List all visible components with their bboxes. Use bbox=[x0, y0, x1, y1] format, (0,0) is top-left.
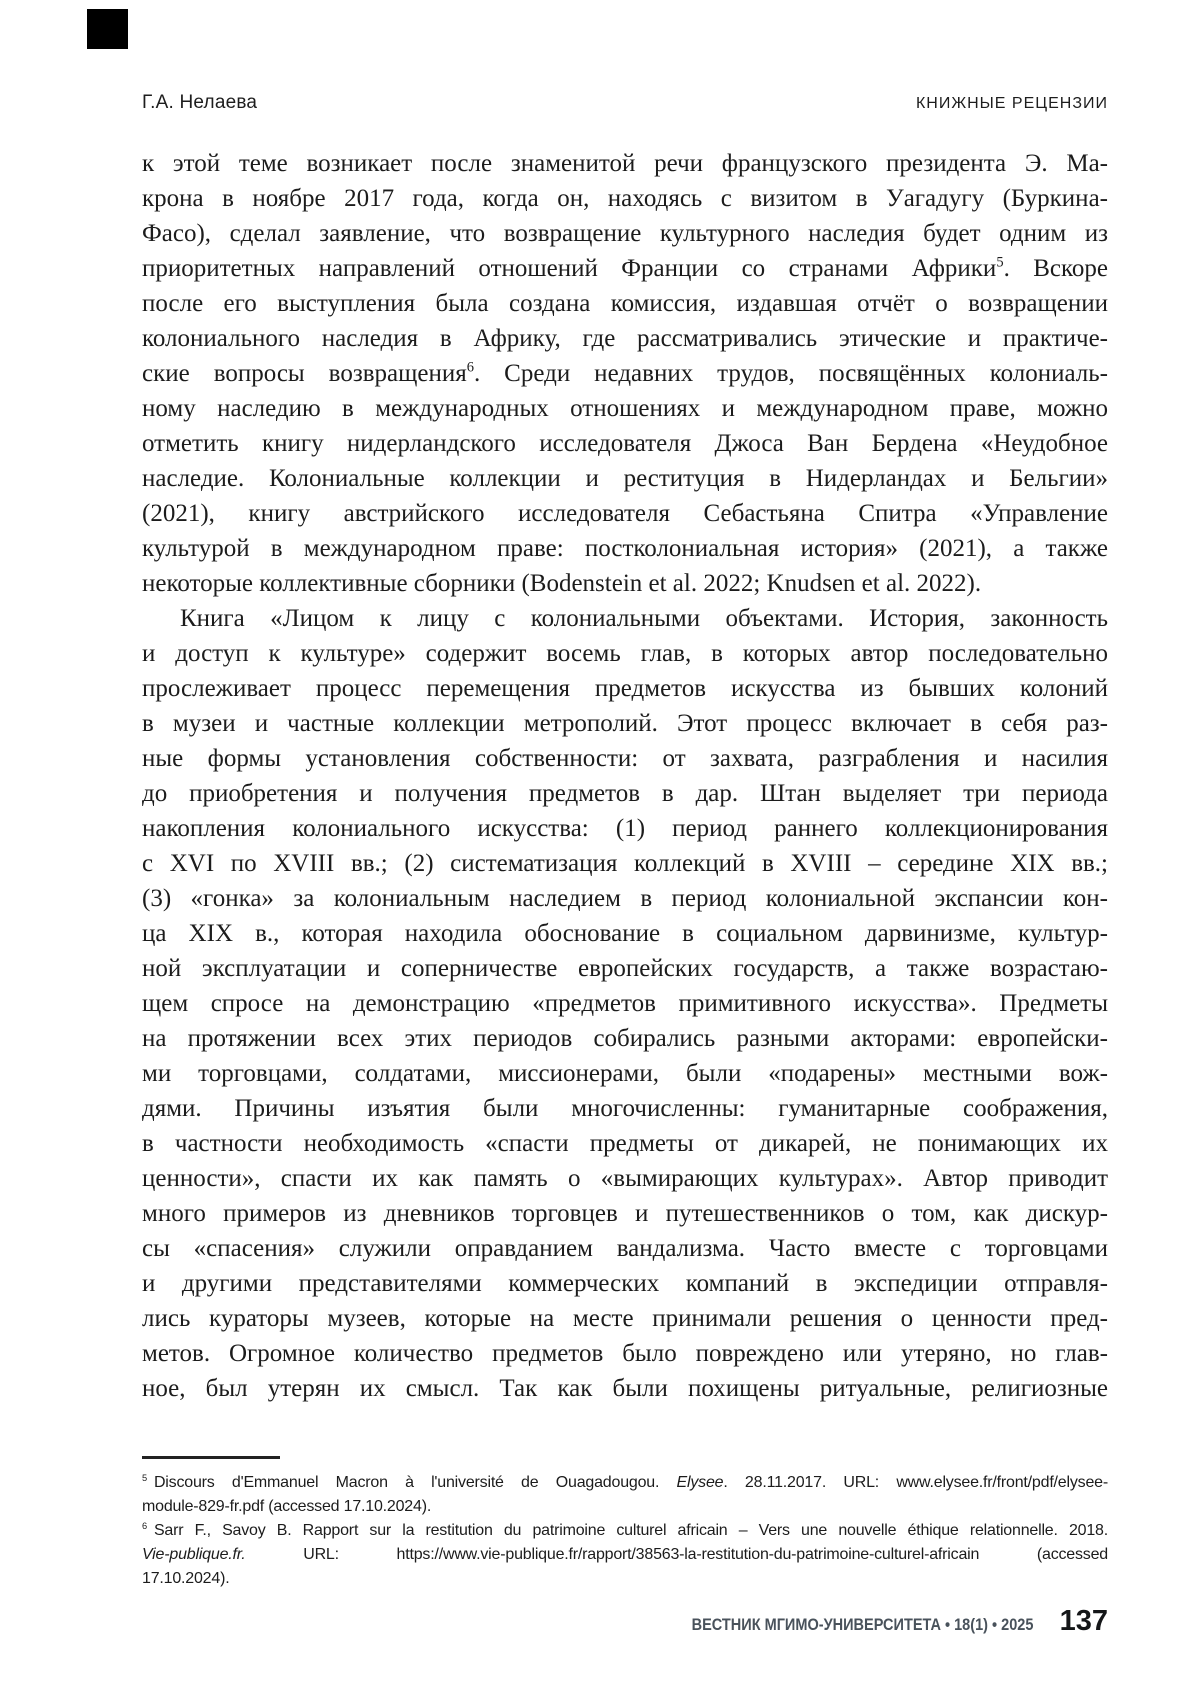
body-line: много примеров из дневников торговцев и путешественников о том, как дискур- bbox=[142, 1200, 1108, 1227]
body-line: на протяжении всех этих периодов собирались разными акторами: европейски- bbox=[142, 1025, 1108, 1052]
corner-mark bbox=[87, 9, 128, 49]
body-line: ные формы установления собственности: от захвата, разграбления и насилия bbox=[142, 745, 1108, 772]
body-line: с XVI по XVIII вв.; (2) систематизация коллекций в XVIII – середине XIX вв.; bbox=[142, 850, 1108, 877]
body-line: и другими представителями коммерческих компаний в экспедиции отправля- bbox=[142, 1270, 1108, 1297]
footnote-ref: 6 bbox=[142, 1520, 147, 1531]
body-line: сы «спасения» служили оправданием вандализма. Часто вместе с торговцами bbox=[142, 1235, 1108, 1262]
body-line: дями. Причины изъятия были многочисленны: гуманитарные соображения, bbox=[142, 1095, 1108, 1122]
running-head-author: Г.А. Нелаева bbox=[142, 92, 258, 113]
body-line: приоритетных направлений отношений Франции со странами Африки$^5$. Вскоре bbox=[142, 254, 1108, 282]
body-line: к этой теме возникает после знаменитой речи французского президента Э. Ма- bbox=[142, 150, 1108, 177]
page-number: 137 bbox=[1059, 1605, 1108, 1637]
body-line: наследие. Колониальные коллекции и реституция в Нидерландах и Бельгии» bbox=[142, 465, 1108, 492]
body-line: ми торговцами, солдатами, миссионерами, были «подарены» местными вож- bbox=[142, 1060, 1108, 1087]
body-line: ценности», спасти их как память о «вымирающих культурах». Автор приводит bbox=[142, 1165, 1108, 1192]
body-line: ца XIX в., которая находила обоснование в социальном дарвинизме, культур- bbox=[142, 920, 1108, 947]
footnote-line: Vie-publique.fr. URL: https://www.vie-publique.fr/rapport/38563-la-restitution-du-patrimoine-culturel-africain (accessed bbox=[142, 1546, 1108, 1563]
body-line: некоторые коллективные сборники (Bodenstein et al. 2022; Knudsen et al. 2022). bbox=[142, 570, 982, 597]
body-line: (3) «гонка» за колониальным наследием в период колониальной экспансии кон- bbox=[142, 885, 1108, 912]
body-line: колониального наследия в Африку, где рассматривались этические и практиче- bbox=[142, 325, 1108, 352]
footnote-line: 17.10.2024). bbox=[142, 1570, 230, 1587]
footnote-ref: 5 bbox=[142, 1472, 147, 1483]
footnotes bbox=[142, 1456, 1108, 1591]
body-line: после его выступления была создана комиссия, издавшая отчёт о возвращении bbox=[142, 290, 1108, 317]
body-line: и доступ к культуре» содержит восемь глав, в которых автор последовательно bbox=[142, 640, 1108, 667]
body-text bbox=[142, 146, 1108, 1406]
page-header bbox=[142, 92, 1108, 114]
footnote-ref: 5 bbox=[996, 254, 1004, 271]
body-line: ному наследию в международных отношениях и международном праве, можно bbox=[142, 395, 1108, 422]
footnote-separator-rule bbox=[142, 1456, 280, 1459]
page-footer bbox=[645, 1605, 1108, 1638]
body-line: крона в ноябре 2017 года, когда он, находясь с визитом в Уагадугу (Буркина- bbox=[142, 185, 1108, 212]
body-line: в частности необходимость «спасти предметы от дикарей, не понимающих их bbox=[142, 1130, 1108, 1157]
footnote-line: $^5$ Discours d'Emmanuel Macron à l'université de Ouagadougou. Elysee. 28.11.2017. URL: www.elysee.fr/front/pdf/elysee- bbox=[142, 1472, 1108, 1491]
body-line: Книга «Лицом к лицу с колониальными объектами. История, законность bbox=[180, 605, 1108, 632]
body-line: до приобретения и получения предметов в дар. Штан выделяет три периода bbox=[142, 780, 1108, 807]
body-line: накопления колониального искусства: (1) период раннего коллекционирования bbox=[142, 815, 1108, 842]
footer-journal-line: ВЕСТНИК МГИМО-УНИВЕРСИТЕТА • 18(1) • 2025 bbox=[691, 1616, 1034, 1634]
body-line: Фасо), сделал заявление, что возвращение культурного наследия будет одним из bbox=[142, 220, 1108, 247]
body-line: щем спросе на демонстрацию «предметов примитивного искусства». Предметы bbox=[142, 990, 1108, 1017]
body-line: метов. Огромное количество предметов было повреждено или утеряно, но глав- bbox=[142, 1340, 1108, 1367]
footnote-line: module-829-fr.pdf (accessed 17.10.2024). bbox=[142, 1498, 432, 1515]
body-line: культурой в международном праве: постколониальная история» (2021), а также bbox=[142, 535, 1108, 562]
footnote-line: $^6$ Sarr F., Savoy B. Rapport sur la restitution du patrimoine culturel africain – Vers une nouvelle éthique relationnelle. 2018. bbox=[142, 1520, 1108, 1539]
body-line: в музеи и частные коллекции метрополий. Этот процесс включает в себя раз- bbox=[142, 710, 1108, 737]
body-line: отметить книгу нидерландского исследователя Джоса Ван Бердена «Неудобное bbox=[142, 430, 1108, 457]
footnote-ref: 6 bbox=[466, 359, 474, 376]
body-line: лись кураторы музеев, которые на месте принимали решения о ценности пред- bbox=[142, 1305, 1108, 1332]
body-line: (2021), книгу австрийского исследователя Себастьяна Спитра «Управление bbox=[142, 500, 1108, 527]
body-line: ские вопросы возвращения$^6$. Среди недавних трудов, посвящённых колониаль- bbox=[142, 359, 1108, 387]
body-line: прослеживает процесс перемещения предметов искусства из бывших колоний bbox=[142, 675, 1108, 702]
running-head-section: КНИЖНЫЕ РЕЦЕНЗИИ bbox=[915, 95, 1108, 112]
footnote-lines bbox=[142, 1471, 1108, 1591]
body-line: ное, был утерян их смысл. Так как были похищены ритуальные, религиозные bbox=[142, 1375, 1108, 1402]
body-line: ной эксплуатации и соперничестве европейских государств, а также возрастаю- bbox=[142, 955, 1108, 982]
